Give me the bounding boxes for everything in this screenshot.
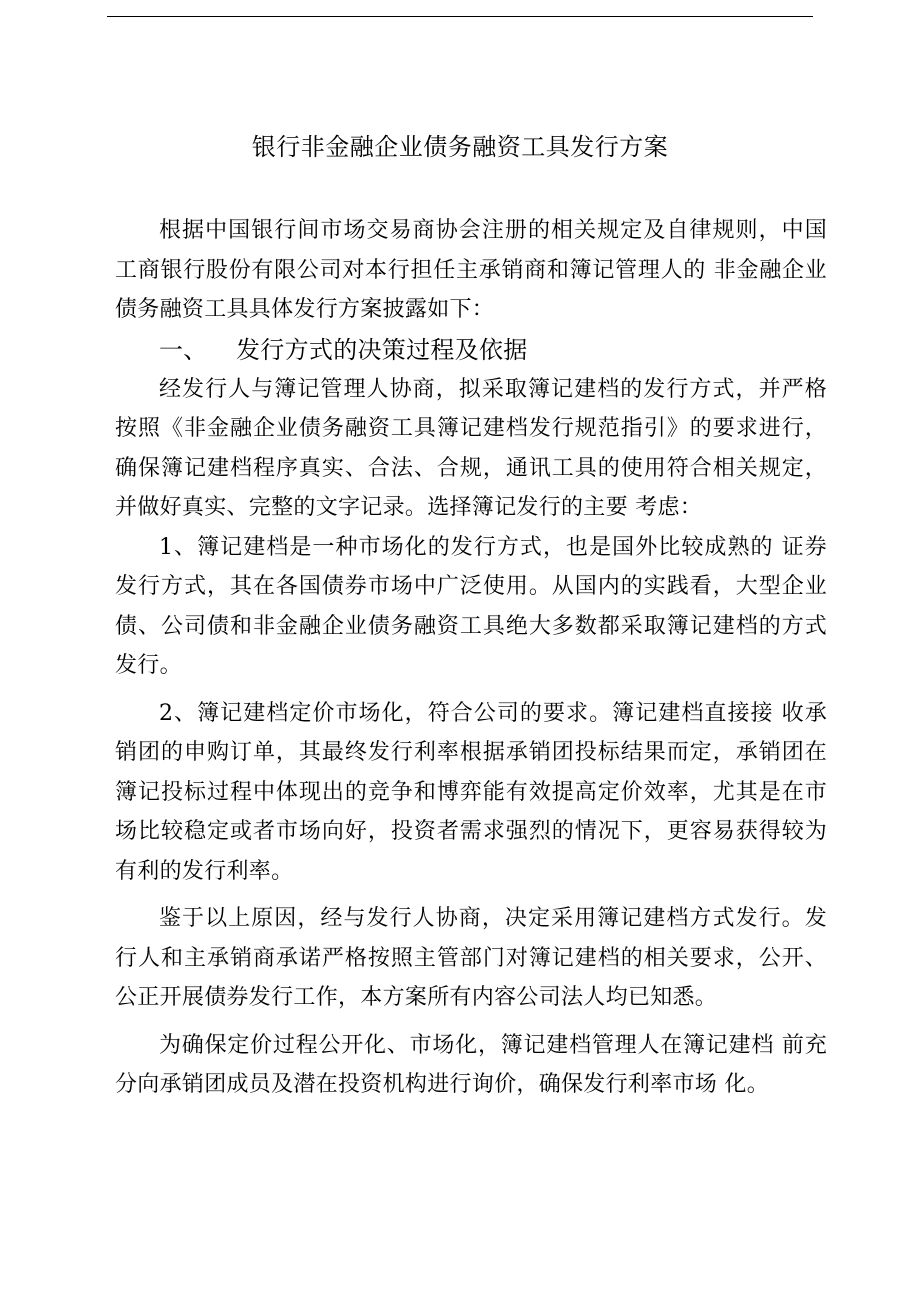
paragraph-pricing: 为确保定价过程公开化、市场化，簿记建档管理人在簿记建档 前充分向承销团成员及潜在投资机构进行询价，确保发行利率市场 化。: [115, 1032, 827, 1097]
paragraph-conclusion: 鉴于以上原因，经与发行人协商，决定采用簿记建档方式发行。发行人和主承销商承诺严格按照主管部门对簿记建档的相关要求，公开、公正开展债券发行工作，本方案所有内容公司法人均已知悉。: [115, 906, 827, 1010]
intro-paragraph: 根据中国银行间市场交易商协会注册的相关规定及自律规则，中国工商银行股份有限公司对本行担任主承销商和簿记管理人的 非金融企业债务融资工具具体发行方案披露如下：: [115, 218, 827, 322]
paragraph-decision-basis: 经发行人与簿记管理人协商，拟采取簿记建档的发行方式，并严格按照《非金融企业债务融资工具簿记建档发行规范指引》的要求进行，确保簿记建档程序真实、合法、合规，通讯工具的使用符合相关规定，并做好真实、完整的文字记录。选择簿记发行的主要 考虑：: [115, 376, 827, 520]
section-heading-text: 发行方式的决策过程及依据: [236, 335, 528, 364]
document-body: [115, 211, 827, 1105]
header-rule: [107, 16, 813, 17]
paragraph-point-1: 1、簿记建档是一种市场化的发行方式，也是国外比较成熟的 证券发行方式，其在各国债券市场中广泛使用。从国内的实践看，大型企业债、公司债和非金融企业债务融资工具绝大多数都采取簿记建档的方式发行。: [115, 534, 827, 678]
document-title: 银行非金融企业债务融资工具发行方案: [251, 133, 669, 161]
section-heading-1: [115, 330, 827, 370]
paragraph-point-2: 2、簿记建档定价市场化，符合公司的要求。簿记建档直接接 收承销团的申购订单，其最终发行利率根据承销团投标结果而定，承销团在簿记投标过程中体现出的竞争和博弈能有效提高定价效率，尤其是在市场比较稳定或者市场向好，投资者需求强烈的情况下，更容易获得较为有利的发行利率。: [115, 700, 827, 884]
section-number: 一、: [159, 335, 208, 364]
